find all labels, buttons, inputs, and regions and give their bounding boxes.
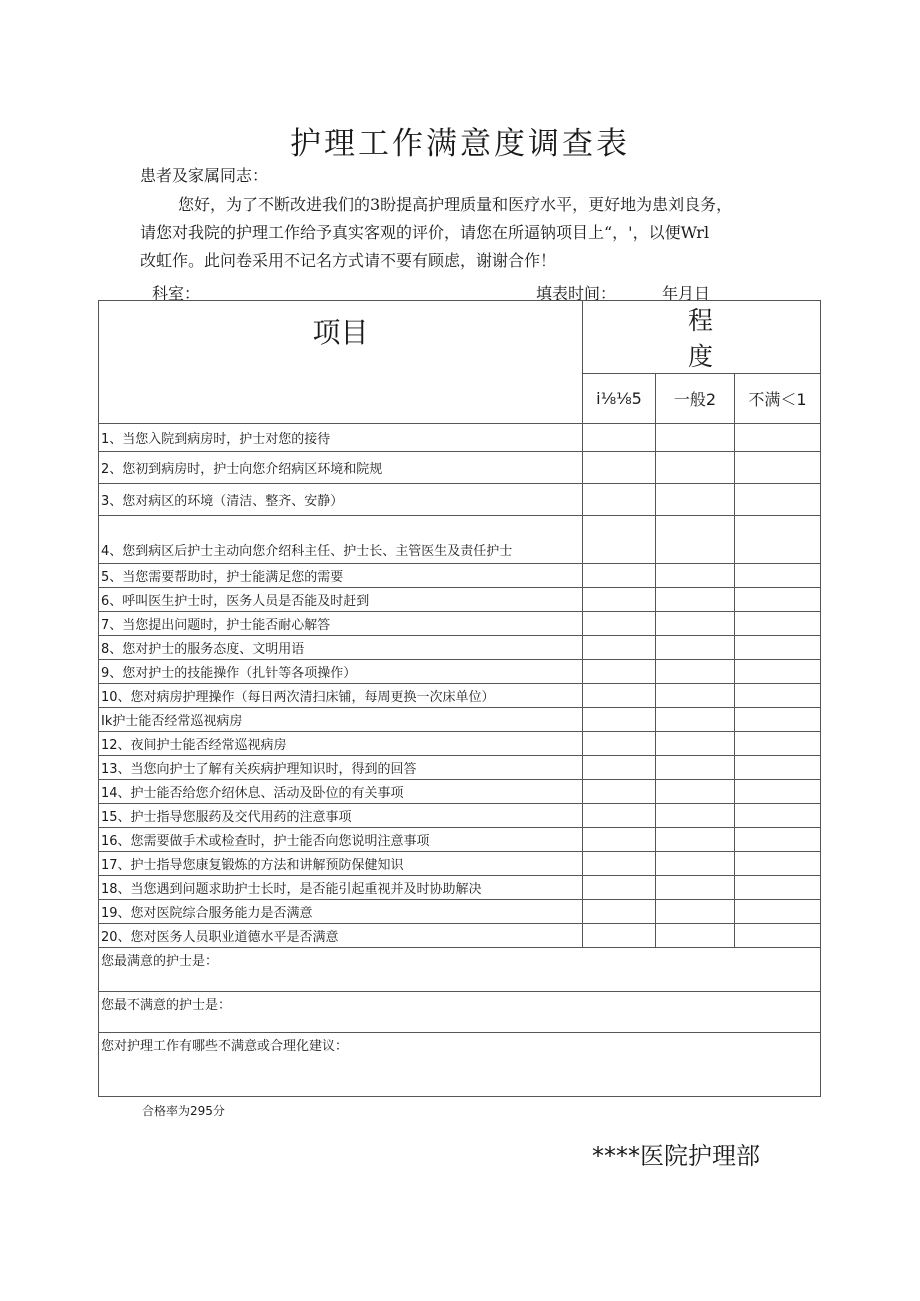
row-label: 8、您对护士的服务态度、文明用语	[99, 636, 583, 660]
rating-cell-unsatisfied[interactable]	[735, 852, 821, 876]
table-row	[99, 852, 821, 876]
rating-cell-average[interactable]	[656, 924, 735, 948]
col-satisfied: i⅛⅛5	[583, 374, 656, 424]
rating-cell-average[interactable]	[656, 660, 735, 684]
rating-cell-unsatisfied[interactable]	[735, 900, 821, 924]
row-label: 1、当您入院到病房时，护士对您的接待	[99, 424, 583, 452]
rating-cell-unsatisfied[interactable]	[735, 516, 821, 564]
rating-cell-average[interactable]	[656, 564, 735, 588]
table-row	[99, 828, 821, 852]
rating-cell-unsatisfied[interactable]	[735, 588, 821, 612]
rating-cell-unsatisfied[interactable]	[735, 684, 821, 708]
rating-cell-unsatisfied[interactable]	[735, 756, 821, 780]
rating-cell-satisfied[interactable]	[583, 924, 656, 948]
rating-cell-satisfied[interactable]	[583, 452, 656, 484]
row-label: 14、护士能否给您介绍休息、活动及卧位的有关事项	[99, 780, 583, 804]
rating-cell-satisfied[interactable]	[583, 636, 656, 660]
row-label: 19、您对医院综合服务能力是否满意	[99, 900, 583, 924]
rating-cell-unsatisfied[interactable]	[735, 484, 821, 516]
least-favorite-nurse-field[interactable]: 您最不满意的护士是：	[99, 992, 821, 1033]
rating-cell-unsatisfied[interactable]	[735, 708, 821, 732]
table-row	[99, 636, 821, 660]
rating-cell-average[interactable]	[656, 756, 735, 780]
table-row	[99, 516, 821, 564]
col-unsatisfied: 不满＜1	[735, 374, 821, 424]
date-label: 年月日	[662, 284, 711, 303]
table-row	[99, 684, 821, 708]
rating-cell-unsatisfied[interactable]	[735, 924, 821, 948]
rating-cell-satisfied[interactable]	[583, 484, 656, 516]
table-row	[99, 756, 821, 780]
rating-cell-satisfied[interactable]	[583, 852, 656, 876]
row-label: 12、夜间护士能否经常巡视病房	[99, 732, 583, 756]
rating-cell-unsatisfied[interactable]	[735, 876, 821, 900]
rating-cell-average[interactable]	[656, 612, 735, 636]
salutation: 患者及家属同志：	[140, 166, 269, 185]
rating-cell-unsatisfied[interactable]	[735, 636, 821, 660]
rating-cell-average[interactable]	[656, 900, 735, 924]
rating-cell-average[interactable]	[656, 684, 735, 708]
table-row	[99, 732, 821, 756]
intro-line-3: 改虹作。此问卷采用不记名方式请不要有顾虑，谢谢合作！	[140, 251, 557, 270]
rating-cell-unsatisfied[interactable]	[735, 424, 821, 452]
rating-cell-satisfied[interactable]	[583, 828, 656, 852]
survey-table	[98, 300, 821, 1097]
row-label: 7、当您提出问题时，护士能否耐心解答	[99, 612, 583, 636]
pass-rate-note: 合格率为295分	[142, 1104, 225, 1118]
intro-line-2: 请您对我院的护理工作给予真实客观的评价，请您在所逼钠项目上“，'，以便Wrl	[140, 223, 710, 242]
rating-cell-average[interactable]	[656, 516, 735, 564]
table-row	[99, 924, 821, 948]
rating-cell-satisfied[interactable]	[583, 424, 656, 452]
table-row	[99, 708, 821, 732]
rating-cell-average[interactable]	[656, 828, 735, 852]
survey-rows	[99, 424, 821, 948]
rating-cell-satisfied[interactable]	[583, 564, 656, 588]
table-row	[99, 660, 821, 684]
rating-cell-satisfied[interactable]	[583, 804, 656, 828]
row-label: 16、您需要做手术或检查时，护士能否向您说明注意事项	[99, 828, 583, 852]
fill-time-label: 填表时间：	[536, 284, 617, 303]
rating-cell-satisfied[interactable]	[583, 732, 656, 756]
rating-cell-average[interactable]	[656, 424, 735, 452]
rating-cell-unsatisfied[interactable]	[735, 828, 821, 852]
rating-cell-average[interactable]	[656, 804, 735, 828]
favorite-nurse-field[interactable]: 您最满意的护士是：	[99, 948, 821, 992]
rating-cell-unsatisfied[interactable]	[735, 732, 821, 756]
row-label: 6、呼叫医生护士时，医务人员是否能及时赶到	[99, 588, 583, 612]
row-label: 20、您对医务人员职业道德水平是否满意	[99, 924, 583, 948]
table-row	[99, 484, 821, 516]
rating-cell-satisfied[interactable]	[583, 708, 656, 732]
page-title: 护理工作满意度调查表	[290, 126, 630, 162]
rating-cell-satisfied[interactable]	[583, 780, 656, 804]
table-row	[99, 424, 821, 452]
row-label: 13、当您向护士了解有关疾病护理知识时，得到的回答	[99, 756, 583, 780]
row-label: 9、您对护士的技能操作（扎针等各项操作）	[99, 660, 583, 684]
rating-cell-average[interactable]	[656, 452, 735, 484]
row-label: 15、护士指导您服药及交代用药的注意事项	[99, 804, 583, 828]
rating-cell-average[interactable]	[656, 732, 735, 756]
rating-cell-average[interactable]	[656, 852, 735, 876]
rating-cell-satisfied[interactable]	[583, 612, 656, 636]
row-label: 2、您初到病房时，护士向您介绍病区环境和院规	[99, 452, 583, 484]
row-label: 4、您到病区后护士主动向您介绍科主任、护士长、主管医生及责任护士	[99, 516, 583, 564]
rating-cell-average[interactable]	[656, 636, 735, 660]
table-row	[99, 588, 821, 612]
row-label: 10、您对病房护理操作（每日两次清扫床铺，每周更换一次床单位）	[99, 684, 583, 708]
rating-cell-unsatisfied[interactable]	[735, 660, 821, 684]
rating-cell-satisfied[interactable]	[583, 684, 656, 708]
rating-cell-unsatisfied[interactable]	[735, 780, 821, 804]
row-label: 5、当您需要帮助时，护士能满足您的需要	[99, 564, 583, 588]
rating-cell-average[interactable]	[656, 708, 735, 732]
row-label: 18、当您遇到问题求助护士长时，是否能引起重视并及时协助解决	[99, 876, 583, 900]
rating-cell-unsatisfied[interactable]	[735, 804, 821, 828]
department-label: 科室：	[152, 284, 201, 303]
rating-cell-satisfied[interactable]	[583, 756, 656, 780]
rating-cell-unsatisfied[interactable]	[735, 564, 821, 588]
table-row	[99, 804, 821, 828]
rating-cell-average[interactable]	[656, 780, 735, 804]
degree-header: 程度	[583, 301, 821, 374]
rating-cell-unsatisfied[interactable]	[735, 452, 821, 484]
rating-cell-satisfied[interactable]	[583, 900, 656, 924]
rating-cell-satisfied[interactable]	[583, 660, 656, 684]
row-label: Ik护士能否经常巡视病房	[99, 708, 583, 732]
table-row	[99, 612, 821, 636]
rating-cell-satisfied[interactable]	[583, 516, 656, 564]
intro-line-1: 您好，为了不断改进我们的3盼提高护理质量和医疗水平，更好地为患刘良务，	[178, 195, 733, 214]
nursing-dept-signature: ****医院护理部	[592, 1142, 760, 1170]
rating-cell-average[interactable]	[656, 588, 735, 612]
rating-cell-average[interactable]	[656, 876, 735, 900]
rating-cell-average[interactable]	[656, 484, 735, 516]
table-row	[99, 876, 821, 900]
rating-cell-satisfied[interactable]	[583, 588, 656, 612]
row-label: 17、护士指导您康复锻炼的方法和讲解预防保健知识	[99, 852, 583, 876]
table-row	[99, 900, 821, 924]
table-row	[99, 564, 821, 588]
item-header: 项目	[99, 301, 583, 424]
table-row	[99, 452, 821, 484]
rating-cell-unsatisfied[interactable]	[735, 612, 821, 636]
suggestions-field[interactable]: 您对护理工作有哪些不满意或合理化建议：	[99, 1033, 821, 1097]
rating-cell-satisfied[interactable]	[583, 876, 656, 900]
table-row	[99, 780, 821, 804]
col-average: 一般2	[656, 374, 735, 424]
row-label: 3、您对病区的环境（清洁、整齐、安静）	[99, 484, 583, 516]
